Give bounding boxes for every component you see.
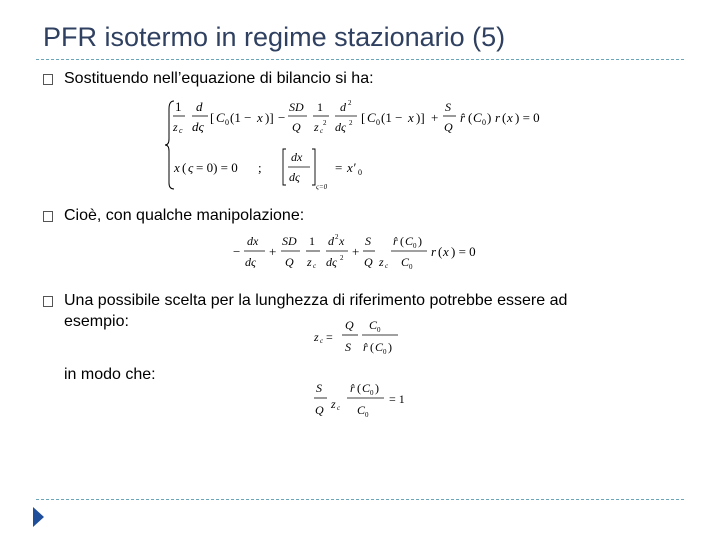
svg-text:z: z [173, 120, 178, 134]
svg-text:0: 0 [482, 118, 486, 127]
dimensionless-equation [233, 230, 493, 276]
svg-text:(: ( [182, 160, 187, 175]
svg-text:z: z [314, 120, 319, 134]
svg-text:): ) [418, 234, 422, 248]
svg-text:2: 2 [335, 233, 339, 241]
svg-text:S: S [445, 100, 451, 114]
svg-text:1: 1 [309, 234, 315, 248]
top-divider [36, 59, 684, 60]
svg-text:r̂: r̂ [350, 381, 355, 395]
svg-text:0: 0 [370, 389, 374, 397]
svg-text:C: C [216, 110, 225, 125]
svg-text:x: x [507, 110, 513, 125]
svg-text:ς: ς [188, 160, 194, 175]
reference-length-equation [314, 314, 424, 360]
svg-text:c: c [320, 127, 324, 135]
svg-text:r̂: r̂ [393, 234, 398, 248]
bullet-3-text: Una possibile scelta per la lunghezza di riferimento potrebbe essere ad [64, 292, 568, 309]
slide-title: PFR isotermo in regime stazionario (5) [43, 22, 506, 52]
svg-text:ς=0: ς=0 [316, 183, 328, 191]
bullet-3-text-continued: esempio: [64, 313, 129, 330]
svg-text:(: ( [357, 381, 361, 395]
bottom-divider [36, 499, 684, 500]
svg-text:x′: x′ [347, 160, 356, 175]
svg-text:=: = [326, 330, 333, 344]
svg-text:(: ( [438, 244, 443, 259]
svg-text:(1 −: (1 − [230, 110, 252, 125]
svg-text:r: r [431, 244, 437, 259]
svg-text:C: C [375, 340, 384, 354]
svg-text:(: ( [400, 234, 404, 248]
svg-text:C: C [369, 318, 378, 332]
svg-text:C: C [362, 381, 371, 395]
svg-text:x: x [174, 160, 180, 175]
svg-text:x: x [443, 244, 449, 259]
svg-text:+: + [269, 244, 277, 259]
svg-text:Q: Q [315, 403, 324, 417]
svg-text:S: S [345, 340, 351, 354]
svg-text:dx: dx [247, 234, 259, 248]
svg-text:r̂: r̂ [363, 340, 368, 354]
svg-text:Q: Q [285, 255, 294, 269]
svg-text:dς: dς [326, 255, 337, 269]
svg-text:x: x [257, 110, 263, 125]
svg-text:z: z [307, 255, 312, 269]
svg-text:S: S [316, 381, 322, 395]
svg-text:r̂: r̂ [460, 110, 466, 125]
svg-text:0: 0 [409, 263, 413, 271]
svg-text:c: c [320, 337, 324, 345]
svg-text:): ) [375, 381, 379, 395]
svg-text:C: C [473, 110, 482, 125]
svg-text:(1 −: (1 − [381, 110, 403, 125]
svg-text:0: 0 [376, 118, 380, 127]
checkbox-bullet-icon [43, 74, 53, 85]
svg-text:C: C [405, 234, 414, 248]
svg-text:= 1: = 1 [389, 392, 405, 406]
svg-text:d: d [328, 234, 334, 248]
svg-text:z: z [379, 255, 384, 269]
svg-text:Q: Q [364, 255, 373, 269]
svg-text:= 0) = 0: = 0) = 0 [196, 160, 238, 175]
svg-text:x: x [408, 110, 414, 125]
svg-text:+: + [352, 244, 360, 259]
balance-equation-system [165, 95, 565, 195]
svg-text:r: r [495, 110, 501, 125]
svg-text:(: ( [468, 110, 473, 125]
next-arrow-icon[interactable] [33, 507, 44, 527]
svg-text:c: c [313, 262, 317, 270]
checkbox-bullet-icon [43, 211, 53, 222]
svg-text:2: 2 [340, 254, 344, 262]
svg-text:1: 1 [175, 99, 182, 114]
svg-text:dς: dς [335, 120, 346, 134]
svg-text:(: ( [502, 110, 507, 125]
svg-text:[: [ [210, 110, 215, 125]
svg-text:)]: )] [265, 110, 274, 125]
svg-text:(: ( [370, 340, 374, 354]
svg-text:[: [ [361, 110, 366, 125]
svg-text:dς: dς [192, 119, 204, 134]
svg-text:SD: SD [282, 234, 297, 248]
svg-text:): ) [388, 340, 392, 354]
svg-text:c: c [179, 126, 183, 135]
bullet-1-text: Sostituendo nell’equazione di bilancio si ha: [64, 70, 374, 87]
svg-text:c: c [385, 262, 389, 270]
aside-text: in modo che: [64, 366, 156, 383]
svg-text:1: 1 [317, 100, 323, 114]
svg-text:=: = [335, 160, 343, 175]
svg-text:): ) [487, 110, 492, 125]
normalization-equation [313, 376, 423, 422]
svg-text:z: z [331, 397, 336, 411]
svg-text:2: 2 [323, 119, 327, 127]
svg-text:d: d [340, 100, 346, 114]
svg-text:SD: SD [289, 100, 304, 114]
svg-text:) = 0: ) = 0 [515, 110, 540, 125]
svg-text:0: 0 [225, 118, 229, 127]
svg-text:2: 2 [348, 99, 352, 107]
svg-text:S: S [365, 234, 371, 248]
svg-text:c: c [337, 404, 341, 412]
svg-text:;: ; [258, 160, 262, 175]
svg-text:z: z [314, 330, 319, 344]
svg-text:dς: dς [289, 170, 300, 184]
svg-text:C: C [357, 403, 366, 417]
svg-text:dx: dx [291, 150, 303, 164]
svg-text:dς: dς [245, 255, 256, 269]
svg-text:x: x [339, 234, 345, 248]
checkbox-bullet-icon [43, 296, 53, 307]
svg-text:0: 0 [383, 348, 387, 356]
svg-text:C: C [401, 255, 410, 269]
svg-text:d: d [196, 99, 203, 114]
svg-text:Q: Q [444, 120, 453, 134]
svg-text:0: 0 [358, 168, 362, 177]
bullet-2-text: Cioè, con qualche manipolazione: [64, 207, 305, 224]
svg-text:−: − [233, 244, 241, 259]
svg-text:+: + [431, 110, 439, 125]
svg-text:Q: Q [292, 120, 301, 134]
svg-text:Q: Q [345, 318, 354, 332]
svg-text:) = 0: ) = 0 [451, 244, 476, 259]
svg-text:0: 0 [365, 411, 369, 419]
svg-text:C: C [367, 110, 376, 125]
svg-text:2: 2 [349, 119, 353, 127]
svg-text:)]: )] [416, 110, 425, 125]
svg-text:−: − [278, 110, 286, 125]
svg-text:0: 0 [377, 326, 381, 334]
svg-text:0: 0 [413, 242, 417, 250]
